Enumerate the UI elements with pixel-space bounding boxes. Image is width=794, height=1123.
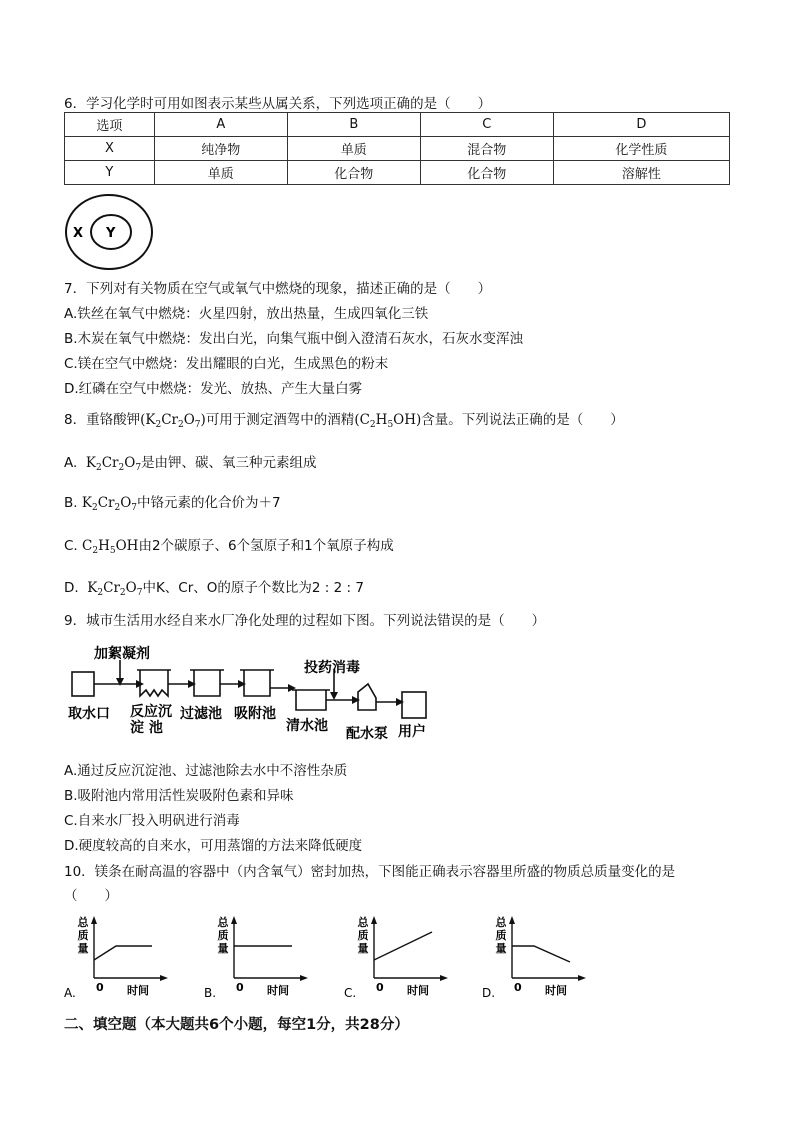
origin-label: 0 bbox=[96, 981, 104, 994]
intake-label: 取水口 bbox=[68, 706, 110, 722]
table-cell: 化合物 bbox=[420, 161, 553, 185]
graph-option-a bbox=[64, 912, 174, 1004]
ethanol-formula: $(C_2H_5OH)$ bbox=[354, 412, 422, 430]
x-axis-arrow bbox=[578, 975, 586, 981]
q8-option-a: A. $K_2Cr_2O_7$是由钾、碳、氧三种元素组成 bbox=[64, 455, 317, 473]
mass-curve bbox=[512, 946, 570, 962]
q10-stem-line1: 10．镁条在耐高温的容器中（内含氧气）密封加热，下图能正确表示容器里所盛的物质总质量变化的是 bbox=[64, 864, 676, 880]
y-axis-label: 总 bbox=[495, 916, 507, 929]
reaction-tank bbox=[140, 670, 168, 696]
graph-option-d bbox=[482, 912, 592, 1004]
y-axis-label: 总 bbox=[357, 916, 369, 929]
y-axis-label: 总 bbox=[77, 916, 89, 929]
q9-option-c: C.自来水厂投入明矾进行消毒 bbox=[64, 813, 240, 829]
q8-option-c: C. $C_2H_5OH$由2个碳原子、6个氢原子和1个氧原子构成 bbox=[64, 538, 394, 556]
table-header: 选项 bbox=[65, 113, 155, 137]
option-label: B. bbox=[204, 986, 217, 1000]
origin-label: 0 bbox=[376, 981, 384, 994]
filter-tank bbox=[194, 670, 220, 696]
xy-subset-diagram bbox=[64, 194, 156, 270]
y-axis-label: 质 bbox=[77, 929, 89, 942]
origin-label: 0 bbox=[514, 981, 522, 994]
table-row bbox=[65, 137, 730, 161]
y-axis-arrow bbox=[371, 916, 377, 924]
table-cell: 单质 bbox=[287, 137, 420, 161]
table-header: C bbox=[420, 113, 553, 137]
label-y: Y bbox=[106, 226, 116, 241]
disinfect-label: 投药消毒 bbox=[304, 660, 360, 676]
x-axis-arrow bbox=[440, 975, 448, 981]
q6-stem: 6．学习化学时可用如图表示某些从属关系，下列选项正确的是（ ） bbox=[64, 96, 492, 112]
q7-option-c: C.镁在空气中燃烧：发出耀眼的白光，生成黑色的粉末 bbox=[64, 356, 389, 372]
table-cell: 溶解性 bbox=[553, 161, 729, 185]
reaction-label-2: 淀 池 bbox=[130, 720, 163, 736]
y-axis-label: 质 bbox=[495, 929, 507, 942]
q8-option-d: D. $K_2Cr_2O_7$中K、Cr、O的原子个数比为2 : 2 : 7 bbox=[64, 580, 364, 598]
q9-stem: 9．城市生活用水经自来水厂净化处理的过程如下图。下列说法错误的是（ ） bbox=[64, 613, 546, 629]
section-heading: 二、填空题（本大题共6个小题，每空1分，共28分） bbox=[64, 1017, 409, 1033]
add-coagulant-label: 加絮凝剂 bbox=[94, 646, 150, 662]
y-axis-label: 质 bbox=[357, 929, 369, 942]
q7-option-a: A.铁丝在氧气中燃烧：火星四射，放出热量，生成四氧化三铁 bbox=[64, 306, 429, 322]
origin-label: 0 bbox=[236, 981, 244, 994]
table-cell: 纯净物 bbox=[154, 137, 287, 161]
pump-shape bbox=[358, 684, 376, 710]
q9-option-a: A.通过反应沉淀池、过滤池除去水中不溶性杂质 bbox=[64, 763, 348, 779]
pump-label: 配水泵 bbox=[346, 726, 388, 742]
option-label: C. bbox=[344, 986, 357, 1000]
y-axis-arrow bbox=[91, 916, 97, 924]
q6-options-table bbox=[64, 112, 730, 185]
mass-curve bbox=[374, 932, 432, 960]
q9-option-d: D.硬度较高的自来水，可用蒸馏的方法来降低硬度 bbox=[64, 838, 363, 854]
x-axis-label: 时间 bbox=[267, 984, 289, 997]
y-axis-label: 量 bbox=[217, 942, 229, 955]
y-axis-label: 量 bbox=[495, 942, 507, 955]
y-axis-arrow bbox=[231, 916, 237, 924]
table-header: B bbox=[287, 113, 420, 137]
reaction-label-1: 反应沉 bbox=[130, 704, 172, 720]
q10-stem-line2: （ ） bbox=[64, 888, 118, 904]
y-axis-label: 量 bbox=[77, 942, 89, 955]
option-label: D. bbox=[482, 986, 496, 1000]
table-cell: 混合物 bbox=[420, 137, 553, 161]
x-axis-label: 时间 bbox=[127, 984, 149, 997]
adsorb-tank bbox=[244, 670, 270, 696]
y-axis-label: 总 bbox=[217, 916, 229, 929]
adsorb-label: 吸附池 bbox=[234, 706, 276, 722]
y-axis-arrow bbox=[509, 916, 515, 924]
q8-option-b: B. $K_2Cr_2O_7$中铬元素的化合价为＋7 bbox=[64, 495, 281, 513]
table-row bbox=[65, 161, 730, 185]
q7-option-d: D.红磷在空气中燃烧：发光、放热、产生大量白雾 bbox=[64, 381, 363, 397]
k2cr2o7-formula: $(K_2Cr_2O_7)$ bbox=[140, 412, 206, 430]
q7-stem: 7．下列对有关物质在空气或氧气中燃烧的现象，描述正确的是（ ） bbox=[64, 281, 492, 297]
label-x: X bbox=[73, 226, 84, 241]
table-cell: 化合物 bbox=[287, 161, 420, 185]
table-header: D bbox=[553, 113, 729, 137]
clear-water-label: 清水池 bbox=[286, 718, 328, 734]
option-label: A. bbox=[64, 986, 76, 1000]
x-axis-label: 时间 bbox=[545, 984, 567, 997]
table-header: A bbox=[154, 113, 287, 137]
water-treatment-flow-diagram bbox=[64, 640, 444, 752]
graph-option-c bbox=[344, 912, 454, 1004]
user-label: 用户 bbox=[398, 724, 426, 740]
y-axis-label: 质 bbox=[217, 929, 229, 942]
x-axis-arrow bbox=[300, 975, 308, 981]
q9-option-b: B.吸附池内常用活性炭吸附色素和异味 bbox=[64, 788, 294, 804]
mass-curve bbox=[94, 946, 152, 960]
filter-label: 过滤池 bbox=[180, 706, 222, 722]
clear-water-tank bbox=[296, 690, 326, 710]
table-row bbox=[65, 113, 730, 137]
x-axis-arrow bbox=[160, 975, 168, 981]
q8-stem: 8．重铬酸钾$(K_2Cr_2O_7)$可用于测定酒驾中的酒精$(C_2H_5OH)$含量。下列说法正确的是（ ） bbox=[64, 412, 624, 430]
intake-box bbox=[72, 672, 94, 696]
user-box bbox=[402, 692, 426, 718]
q7-option-b: B.木炭在氧气中燃烧：发出白光，向集气瓶中倒入澄清石灰水，石灰水变浑浊 bbox=[64, 331, 524, 347]
table-cell: 化学性质 bbox=[553, 137, 729, 161]
x-axis-label: 时间 bbox=[407, 984, 429, 997]
table-cell: X bbox=[65, 137, 155, 161]
table-cell: Y bbox=[65, 161, 155, 185]
table-cell: 单质 bbox=[154, 161, 287, 185]
y-axis-label: 量 bbox=[357, 942, 369, 955]
graph-option-b bbox=[204, 912, 314, 1004]
